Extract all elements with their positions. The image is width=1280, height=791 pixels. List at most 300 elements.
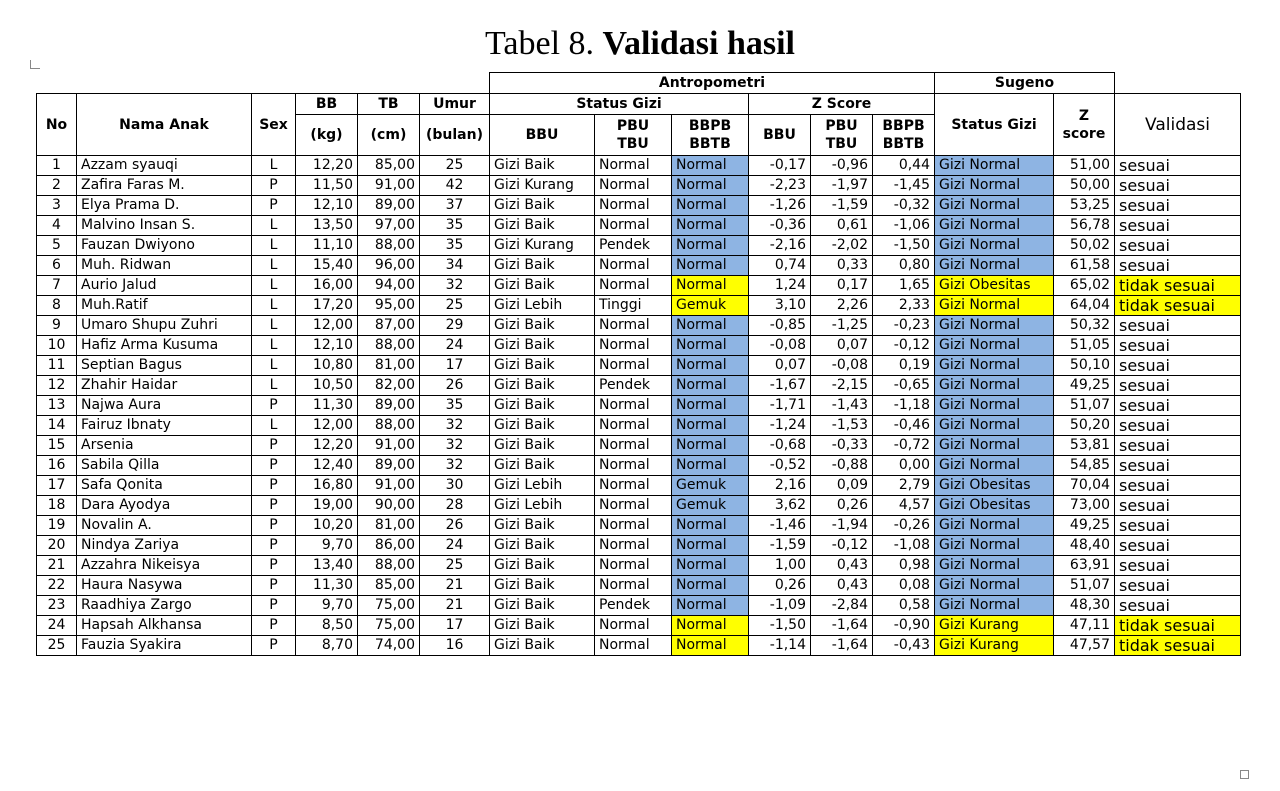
cell-sex: P [252,596,296,616]
cell-validasi: tidak sesuai [1115,636,1241,656]
cell-status-bbu: Gizi Baik [490,576,595,596]
cell-tb: 88,00 [358,336,420,356]
table-row [37,576,1241,596]
cell-umur: 37 [420,196,490,216]
cell-status-bbpb: Normal [672,616,749,636]
cell-status-bbpb: Normal [672,156,749,176]
cell-status-bbpb: Gemuk [672,476,749,496]
cell-validasi: sesuai [1115,336,1241,356]
cell-no: 15 [37,436,77,456]
cell-z-pbu: -0,88 [811,456,873,476]
cell-sugeno-status: Gizi Normal [935,456,1054,476]
cell-z-bbpb: -0,43 [873,636,935,656]
header-z-bbpb-bbtb [873,115,935,156]
cell-status-bbpb: Normal [672,216,749,236]
cell-nama: Aurio Jalud [77,276,252,296]
cell-status-bbpb: Normal [672,316,749,336]
cell-umur: 30 [420,476,490,496]
table-row [37,616,1241,636]
cell-nama: Nindya Zariya [77,536,252,556]
cell-z-pbu: 0,43 [811,576,873,596]
cell-validasi: tidak sesuai [1115,276,1241,296]
cell-status-bbu: Gizi Lebih [490,476,595,496]
cell-status-bbu: Gizi Baik [490,596,595,616]
cell-z-bbpb: 2,33 [873,296,935,316]
cell-status-bbu: Gizi Baik [490,156,595,176]
cell-bb: 8,70 [296,636,358,656]
cell-bb: 11,50 [296,176,358,196]
cell-sugeno-status: Gizi Normal [935,316,1054,336]
cell-z-bbpb: -1,06 [873,216,935,236]
cell-status-bbpb: Normal [672,376,749,396]
cell-sugeno-status: Gizi Obesitas [935,476,1054,496]
cell-nama: Septian Bagus [77,356,252,376]
cell-sugeno-status: Gizi Normal [935,296,1054,316]
cell-status-pbu: Normal [595,536,672,556]
cell-z-bbu: 2,16 [749,476,811,496]
cell-sex: L [252,156,296,176]
cell-status-pbu: Normal [595,276,672,296]
cell-tb: 87,00 [358,316,420,336]
cell-bb: 15,40 [296,256,358,276]
cell-no: 24 [37,616,77,636]
cell-z-pbu: -2,15 [811,376,873,396]
cell-sugeno-z: 50,20 [1054,416,1115,436]
cell-umur: 26 [420,376,490,396]
cell-tb: 81,00 [358,356,420,376]
cell-bb: 10,20 [296,516,358,536]
cell-bb: 10,80 [296,356,358,376]
cell-sugeno-status: Gizi Obesitas [935,276,1054,296]
cell-sex: L [252,356,296,376]
cell-bb: 16,80 [296,476,358,496]
cell-z-bbpb: -0,72 [873,436,935,456]
cell-z-bbpb: 0,80 [873,256,935,276]
cell-z-pbu: -0,08 [811,356,873,376]
cell-tb: 82,00 [358,376,420,396]
cell-status-pbu: Normal [595,336,672,356]
cell-bb: 8,50 [296,616,358,636]
header-umur: Umur [420,94,490,115]
header-z-score: Z Score [749,94,935,115]
cell-no: 14 [37,416,77,436]
cell-bb: 11,30 [296,576,358,596]
cell-sugeno-z: 47,11 [1054,616,1115,636]
cell-z-bbu: 0,07 [749,356,811,376]
cell-z-bbu: 0,74 [749,256,811,276]
cell-tb: 75,00 [358,596,420,616]
cell-sugeno-status: Gizi Normal [935,216,1054,236]
cell-z-pbu: 0,61 [811,216,873,236]
cell-nama: Hapsah Alkhansa [77,616,252,636]
cell-sugeno-status: Gizi Normal [935,196,1054,216]
cell-status-bbu: Gizi Baik [490,456,595,476]
cell-validasi: sesuai [1115,256,1241,276]
cell-umur: 32 [420,276,490,296]
cell-z-bbu: -1,71 [749,396,811,416]
cell-nama: Dara Ayodya [77,496,252,516]
cell-no: 2 [37,176,77,196]
cell-sugeno-z: 49,25 [1054,376,1115,396]
cell-no: 3 [37,196,77,216]
title-bold: Validasi hasil [602,25,795,62]
cell-z-pbu: 0,17 [811,276,873,296]
cell-bb: 12,40 [296,456,358,476]
header-score: score [1062,125,1106,142]
cell-z-bbu: -2,16 [749,236,811,256]
cell-status-bbpb: Normal [672,556,749,576]
table-body [37,156,1241,656]
cell-sugeno-status: Gizi Normal [935,516,1054,536]
cell-validasi: sesuai [1115,176,1241,196]
cell-z-bbpb: 0,19 [873,356,935,376]
cell-z-bbu: -0,17 [749,156,811,176]
cell-z-bbu: 1,24 [749,276,811,296]
cell-tb: 90,00 [358,496,420,516]
cell-status-bbu: Gizi Baik [490,336,595,356]
cell-z-bbu: -0,85 [749,316,811,336]
cell-sugeno-z: 51,05 [1054,336,1115,356]
cell-nama: Raadhiya Zargo [77,596,252,616]
cell-validasi: sesuai [1115,536,1241,556]
page-title [0,22,1280,66]
cell-status-bbpb: Normal [672,236,749,256]
cell-sugeno-z: 54,85 [1054,456,1115,476]
cell-validasi: sesuai [1115,356,1241,376]
table-row [37,356,1241,376]
cell-nama: Muh.Ratif [77,296,252,316]
header-z: Z [1078,107,1090,124]
cell-z-bbu: -2,23 [749,176,811,196]
cell-validasi: tidak sesuai [1115,296,1241,316]
header-sugeno-status: Status Gizi [935,94,1054,156]
table-row [37,456,1241,476]
cell-status-bbu: Gizi Kurang [490,236,595,256]
cell-z-bbpb: 0,98 [873,556,935,576]
cell-sugeno-z: 65,02 [1054,276,1115,296]
cell-z-pbu: 0,07 [811,336,873,356]
header-antropometri: Antropometri [490,73,935,94]
cell-sugeno-status: Gizi Normal [935,256,1054,276]
cell-umur: 26 [420,516,490,536]
cell-sugeno-z: 50,32 [1054,316,1115,336]
cell-status-bbpb: Normal [672,196,749,216]
cell-no: 10 [37,336,77,356]
cell-tb: 86,00 [358,536,420,556]
cell-status-bbpb: Normal [672,436,749,456]
table-row [37,396,1241,416]
cell-sex: L [252,256,296,276]
cell-z-bbu: -0,52 [749,456,811,476]
cell-sugeno-z: 61,58 [1054,256,1115,276]
cell-sugeno-status: Gizi Normal [935,416,1054,436]
cell-tb: 81,00 [358,516,420,536]
cell-z-pbu: 2,26 [811,296,873,316]
table-row [37,296,1241,316]
cell-status-bbpb: Normal [672,416,749,436]
cell-nama: Muh. Ridwan [77,256,252,276]
cell-no: 17 [37,476,77,496]
cell-nama: Fairuz Ibnaty [77,416,252,436]
cell-tb: 94,00 [358,276,420,296]
cell-sex: P [252,496,296,516]
cell-status-bbu: Gizi Baik [490,436,595,456]
cell-z-pbu: -2,02 [811,236,873,256]
cell-sugeno-status: Gizi Normal [935,176,1054,196]
cell-sugeno-z: 63,91 [1054,556,1115,576]
cell-sex: L [252,336,296,356]
cell-bb: 11,10 [296,236,358,256]
cell-no: 6 [37,256,77,276]
cell-z-bbu: -1,09 [749,596,811,616]
cell-status-pbu: Pendek [595,376,672,396]
cell-no: 11 [37,356,77,376]
header-sg-pbu-tbu [595,115,672,156]
cell-status-pbu: Pendek [595,236,672,256]
cell-status-pbu: Normal [595,256,672,276]
cell-status-pbu: Normal [595,476,672,496]
header-sg-bbpb-bbtb [672,115,749,156]
cell-validasi: sesuai [1115,376,1241,396]
cell-nama: Umaro Shupu Zuhri [77,316,252,336]
cell-z-pbu: -0,96 [811,156,873,176]
cell-sex: L [252,276,296,296]
cell-sugeno-z: 70,04 [1054,476,1115,496]
cell-bb: 17,20 [296,296,358,316]
cell-z-bbpb: -1,45 [873,176,935,196]
cell-validasi: sesuai [1115,496,1241,516]
cell-status-pbu: Normal [595,636,672,656]
cell-bb: 12,10 [296,196,358,216]
cell-umur: 17 [420,616,490,636]
header-tb-unit: (cm) [358,115,420,156]
table-row [37,436,1241,456]
header-sg-bbpb: BBPB [688,118,732,134]
header-no: No [37,94,77,156]
header-nama: Nama Anak [77,94,252,156]
cell-validasi: sesuai [1115,456,1241,476]
cell-tb: 97,00 [358,216,420,236]
cell-sugeno-status: Gizi Normal [935,396,1054,416]
header-sg-bbu: BBU [490,115,595,156]
cell-status-bbu: Gizi Baik [490,616,595,636]
cell-status-pbu: Normal [595,516,672,536]
cell-sex: P [252,436,296,456]
cell-validasi: sesuai [1115,216,1241,236]
cell-validasi: sesuai [1115,556,1241,576]
cell-z-bbpb: 0,44 [873,156,935,176]
cell-z-pbu: 0,26 [811,496,873,516]
cell-status-pbu: Normal [595,576,672,596]
cell-umur: 32 [420,456,490,476]
cell-status-pbu: Normal [595,416,672,436]
cell-status-pbu: Normal [595,556,672,576]
cell-sugeno-z: 49,25 [1054,516,1115,536]
header-umur-unit: (bulan) [420,115,490,156]
cell-no: 22 [37,576,77,596]
cell-z-bbpb: -0,23 [873,316,935,336]
cell-status-bbu: Gizi Baik [490,256,595,276]
cell-sugeno-z: 56,78 [1054,216,1115,236]
cell-tb: 89,00 [358,196,420,216]
cell-z-pbu: -1,94 [811,516,873,536]
cell-tb: 75,00 [358,616,420,636]
header-sg-bbtb: BBTB [689,136,731,152]
cell-tb: 88,00 [358,556,420,576]
cell-z-pbu: -1,97 [811,176,873,196]
cell-bb: 12,00 [296,316,358,336]
cell-nama: Azzahra Nikeisya [77,556,252,576]
cell-z-pbu: -2,84 [811,596,873,616]
cell-tb: 91,00 [358,176,420,196]
cell-no: 13 [37,396,77,416]
header-z-bbpb: BBPB [882,118,925,134]
cell-nama: Arsenia [77,436,252,456]
cell-z-pbu: 0,43 [811,556,873,576]
cell-z-bbu: -1,67 [749,376,811,396]
cell-status-pbu: Normal [595,176,672,196]
header-bb-unit: (kg) [296,115,358,156]
cell-z-pbu: -1,64 [811,636,873,656]
cell-bb: 13,50 [296,216,358,236]
cell-z-pbu: -1,25 [811,316,873,336]
cell-z-bbpb: 0,00 [873,456,935,476]
cell-status-pbu: Tinggi [595,296,672,316]
cell-umur: 28 [420,496,490,516]
header-sg-pbu: PBU [616,118,650,134]
cell-status-bbpb: Gemuk [672,496,749,516]
table-row [37,216,1241,236]
cell-no: 5 [37,236,77,256]
cell-sugeno-status: Gizi Kurang [935,616,1054,636]
cell-status-bbu: Gizi Baik [490,276,595,296]
cell-no: 18 [37,496,77,516]
cell-sex: P [252,616,296,636]
cell-sugeno-z: 51,07 [1054,576,1115,596]
table-row [37,276,1241,296]
header-z-tbu: TBU [825,136,858,152]
cell-no: 8 [37,296,77,316]
cell-nama: Fauzan Dwiyono [77,236,252,256]
header-status-gizi: Status Gizi [490,94,749,115]
cell-status-bbu: Gizi Baik [490,196,595,216]
cell-bb: 10,50 [296,376,358,396]
cell-bb: 19,00 [296,496,358,516]
cell-sugeno-z: 73,00 [1054,496,1115,516]
cell-status-bbpb: Normal [672,356,749,376]
cell-sugeno-z: 51,07 [1054,396,1115,416]
header-z-bbu: BBU [749,115,811,156]
cell-z-bbu: 3,10 [749,296,811,316]
header-validasi: Validasi [1115,94,1241,156]
cell-status-bbu: Gizi Baik [490,516,595,536]
table-row [37,336,1241,356]
header-bb: BB [296,94,358,115]
cell-z-bbpb: -0,65 [873,376,935,396]
cell-umur: 35 [420,396,490,416]
cell-status-pbu: Normal [595,396,672,416]
cell-z-bbu: -0,36 [749,216,811,236]
cell-z-bbu: -1,59 [749,536,811,556]
cell-sex: P [252,536,296,556]
cell-nama: Fauzia Syakira [77,636,252,656]
cell-tb: 96,00 [358,256,420,276]
cell-status-pbu: Pendek [595,596,672,616]
cell-no: 12 [37,376,77,396]
header-row-mid [37,94,1241,115]
header-sex: Sex [252,94,296,156]
cell-status-bbpb: Normal [672,636,749,656]
cell-status-bbu: Gizi Baik [490,216,595,236]
table-row [37,236,1241,256]
cell-status-pbu: Normal [595,316,672,336]
table-row [37,556,1241,576]
cell-sugeno-z: 51,00 [1054,156,1115,176]
cell-sugeno-status: Gizi Normal [935,336,1054,356]
cell-status-bbpb: Normal [672,516,749,536]
cell-sex: P [252,636,296,656]
table-row [37,536,1241,556]
cell-z-bbu: -1,46 [749,516,811,536]
cell-sugeno-status: Gizi Normal [935,236,1054,256]
cell-status-pbu: Normal [595,216,672,236]
cell-z-bbpb: -1,50 [873,236,935,256]
cell-nama: Zafira Faras M. [77,176,252,196]
cell-z-bbpb: -0,32 [873,196,935,216]
cell-z-pbu: -0,33 [811,436,873,456]
cell-status-bbpb: Normal [672,396,749,416]
cell-status-bbu: Gizi Baik [490,316,595,336]
cell-z-bbu: -1,14 [749,636,811,656]
cell-validasi: sesuai [1115,596,1241,616]
cell-sex: L [252,236,296,256]
header-row-top [37,73,1241,94]
cell-bb: 12,20 [296,436,358,456]
cell-nama: Malvino Insan S. [77,216,252,236]
cell-sex: L [252,376,296,396]
cell-z-bbu: -1,50 [749,616,811,636]
cell-tb: 91,00 [358,476,420,496]
cell-z-bbu: 0,26 [749,576,811,596]
header-sugeno: Sugeno [935,73,1115,94]
cell-status-pbu: Normal [595,356,672,376]
cell-z-pbu: 0,33 [811,256,873,276]
cell-status-bbpb: Normal [672,456,749,476]
cell-nama: Zhahir Haidar [77,376,252,396]
cell-z-bbpb: 1,65 [873,276,935,296]
cell-umur: 34 [420,256,490,276]
cell-validasi: sesuai [1115,576,1241,596]
cell-sugeno-z: 50,00 [1054,176,1115,196]
resize-handle-icon [1240,770,1249,779]
cell-status-pbu: Normal [595,496,672,516]
cell-nama: Hafiz Arma Kusuma [77,336,252,356]
cell-bb: 16,00 [296,276,358,296]
cell-umur: 25 [420,296,490,316]
cell-sugeno-z: 47,57 [1054,636,1115,656]
cell-status-bbpb: Normal [672,536,749,556]
header-tb: TB [358,94,420,115]
header-z-pbu-tbu [811,115,873,156]
cell-bb: 12,20 [296,156,358,176]
cell-tb: 89,00 [358,456,420,476]
cell-sex: P [252,176,296,196]
cell-status-bbu: Gizi Baik [490,536,595,556]
cell-status-bbu: Gizi Baik [490,556,595,576]
header-z-score-sugeno [1054,94,1115,156]
cell-tb: 85,00 [358,576,420,596]
cell-z-bbpb: 2,79 [873,476,935,496]
